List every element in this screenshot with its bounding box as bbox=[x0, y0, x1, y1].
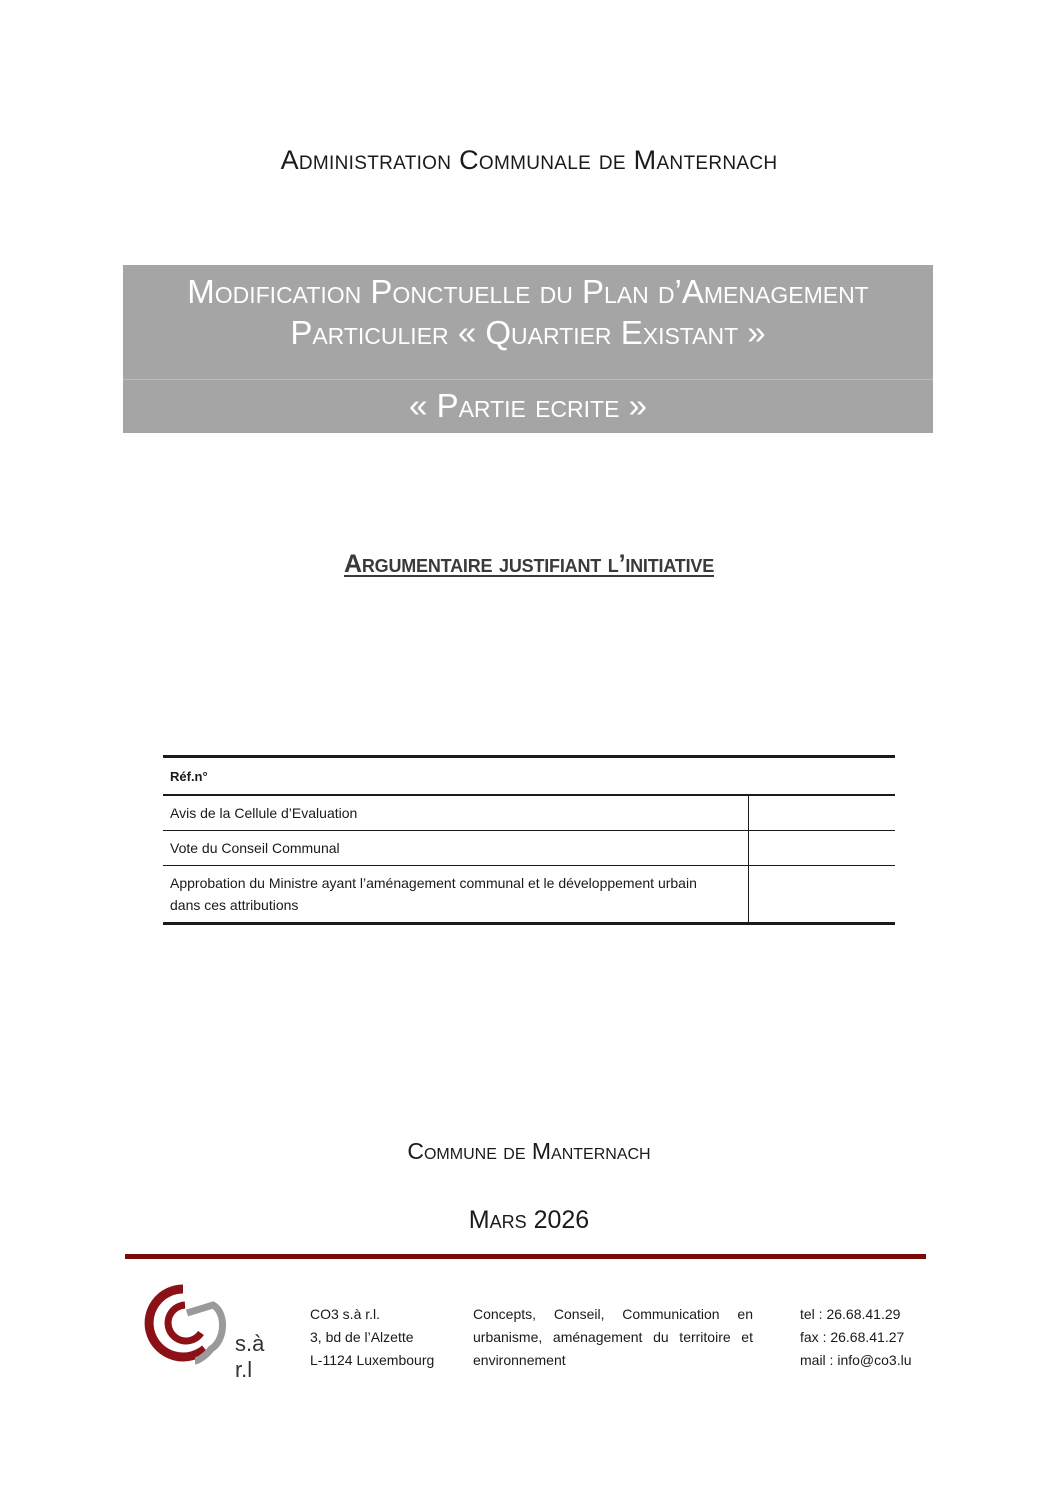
banner-subtitle: « Partie ecrite » bbox=[409, 387, 647, 424]
logo-text: s.à r.l bbox=[235, 1331, 265, 1382]
contact-mail[interactable]: mail : info@co3.lu bbox=[800, 1352, 912, 1368]
banner-title bbox=[123, 265, 933, 380]
co3-logo bbox=[143, 1283, 283, 1382]
ref-number-label: Réf.n° bbox=[163, 757, 895, 796]
banner-title-line2: Particulier « Quartier Existant » bbox=[290, 314, 766, 351]
row-label: Avis de la Cellule d’Evaluation bbox=[163, 795, 749, 831]
table-header-row bbox=[163, 757, 895, 796]
commune-name: Commune de Manternach bbox=[407, 1138, 651, 1164]
subject-title: Argumentaire justifiant l’initiative bbox=[343, 550, 715, 578]
administration-title: Administration Communale de Manternach bbox=[280, 145, 778, 175]
table-row bbox=[163, 866, 895, 924]
contact-fax: fax : 26.68.41.27 bbox=[800, 1329, 905, 1345]
table-row bbox=[163, 795, 895, 831]
company-contact bbox=[800, 1303, 930, 1372]
reference-table bbox=[163, 755, 895, 925]
company-name: CO3 s.à r.l. bbox=[310, 1306, 381, 1322]
company-info bbox=[310, 1303, 460, 1372]
company-address-line1: 3, bd de l’Alzette bbox=[310, 1329, 414, 1345]
co3-logo-icon bbox=[143, 1283, 238, 1368]
company-description: Concepts, Conseil, Communication en urbanisme, aménagement du territoire et environnement bbox=[473, 1306, 753, 1368]
company-address-line2: L-1124 Luxembourg bbox=[310, 1352, 435, 1368]
table-row bbox=[163, 831, 895, 866]
row-value bbox=[749, 795, 896, 831]
row-value bbox=[749, 831, 896, 866]
row-label-line1: Approbation du Ministre ayant l’aménagement communal et le développement urbain bbox=[170, 875, 697, 891]
title-banner bbox=[123, 265, 933, 433]
contact-tel: tel : 26.68.41.29 bbox=[800, 1306, 901, 1322]
row-label bbox=[163, 866, 749, 924]
row-label: Vote du Conseil Communal bbox=[163, 831, 749, 866]
footer-divider bbox=[125, 1254, 926, 1259]
row-value bbox=[749, 866, 896, 924]
document-date: Mars 2026 bbox=[468, 1206, 590, 1234]
banner-title-line1: Modification Ponctuelle du Plan d’Amenagement bbox=[187, 273, 869, 310]
row-label-line2: dans ces attributions bbox=[170, 897, 299, 913]
